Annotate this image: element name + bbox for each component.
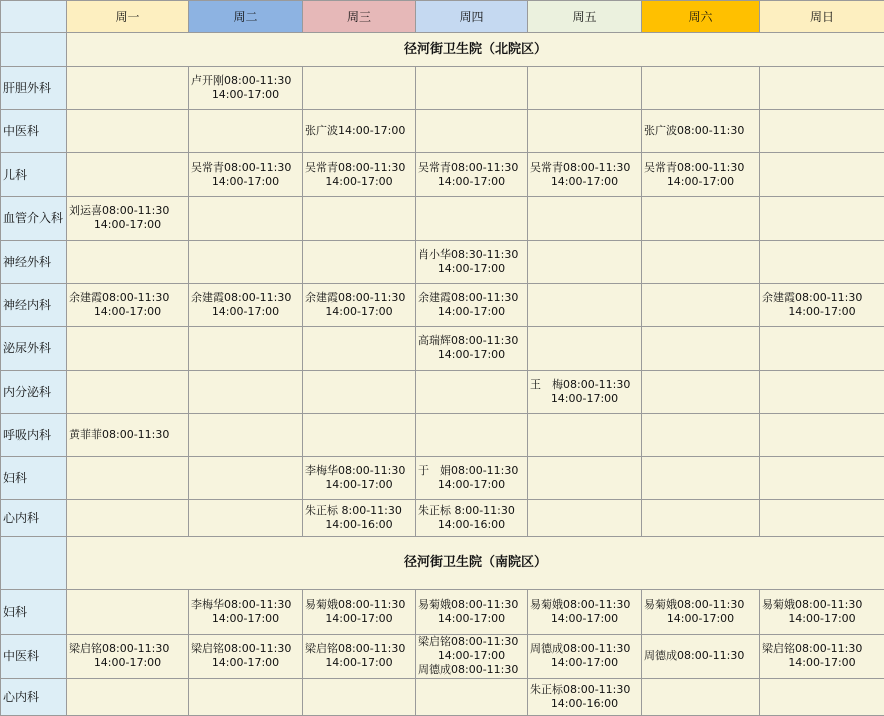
afternoon-hours: 14:00-17:00	[550, 174, 619, 188]
doctor-name: 吴常青	[644, 160, 677, 174]
afternoon-hours: 14:00-17:00	[93, 218, 162, 232]
morning-hours: 08:00-11:30	[677, 160, 745, 174]
morning-hours: 08:00-11:30	[677, 598, 745, 612]
schedule-cell	[642, 590, 760, 635]
schedule-cell	[642, 457, 760, 500]
doctor-name: 高瑞辉	[418, 334, 451, 348]
schedule-cell	[303, 635, 416, 678]
doctor-entry	[191, 74, 300, 102]
department-name: 心内科	[1, 678, 67, 715]
doctor-entry	[418, 161, 525, 189]
doctor-name: 周德成	[644, 649, 677, 663]
doctor-name: 朱正标	[418, 504, 451, 518]
afternoon-hours: 14:00-17:00	[437, 348, 506, 362]
schedule-cell	[189, 240, 303, 283]
schedule-cell	[67, 197, 189, 240]
schedule-cell	[67, 413, 189, 456]
schedule-cell	[416, 500, 528, 536]
schedule-cell	[416, 283, 528, 326]
doctor-name: 吴常青	[305, 160, 338, 174]
schedule-cell	[416, 153, 528, 197]
department-row	[1, 327, 884, 370]
afternoon-hours: 14:00-16:00	[550, 696, 619, 710]
schedule-cell	[642, 283, 760, 326]
doctor-name: 余建霞	[191, 291, 224, 305]
schedule-cell	[528, 197, 642, 240]
schedule-cell	[760, 457, 884, 500]
morning-hours: 08:00-11:30	[102, 427, 170, 441]
schedule-cell	[416, 457, 528, 500]
doctor-entry	[305, 161, 413, 189]
doctor-name: 肖小华	[418, 247, 451, 261]
doctor-name: 余建霞	[69, 291, 102, 305]
schedule-cell	[760, 413, 884, 456]
doctor-name: 梁启铭	[191, 642, 224, 656]
morning-hours: 08:00-11:30	[451, 160, 519, 174]
morning-hours: 08:00-11:30	[102, 291, 170, 305]
schedule-cell	[67, 153, 189, 197]
doctor-entry	[69, 204, 186, 232]
schedule-cell	[642, 240, 760, 283]
department-name: 呼吸内科	[1, 413, 67, 456]
schedule-cell	[528, 678, 642, 715]
schedule-cell	[189, 457, 303, 500]
doctor-entry	[762, 642, 882, 670]
schedule-cell	[528, 413, 642, 456]
schedule-cell	[760, 67, 884, 109]
doctor-entry	[418, 504, 525, 532]
doctor-entry	[191, 642, 300, 670]
doctor-entry	[418, 598, 525, 626]
afternoon-hours: 14:00-17:00	[437, 649, 506, 663]
afternoon-hours: 14:00-17:00	[325, 612, 393, 626]
schedule-cell	[189, 635, 303, 678]
afternoon-hours: 14:00-17:00	[325, 174, 393, 188]
morning-hours: 08:00-11:30	[677, 123, 745, 137]
header-day: 周一	[67, 1, 189, 33]
schedule-cell	[760, 197, 884, 240]
header-day: 周二	[189, 1, 303, 33]
schedule-cell	[303, 109, 416, 152]
schedule-cell	[189, 153, 303, 197]
schedule-cell	[303, 240, 416, 283]
section-row	[1, 536, 884, 589]
doctor-name: 朱正标	[305, 504, 338, 518]
doctor-name: 易菊娥	[762, 598, 795, 612]
afternoon-hours: 14:00-16:00	[325, 518, 393, 532]
doctor-entry	[418, 635, 525, 663]
morning-hours: 08:00-11:30	[563, 598, 631, 612]
schedule-cell	[189, 197, 303, 240]
schedule-cell	[67, 283, 189, 326]
morning-hours: 08:00-11:30	[795, 642, 863, 656]
department-row	[1, 590, 884, 635]
morning-hours: 08:00-11:30	[795, 598, 863, 612]
schedule-cell	[760, 109, 884, 152]
corner-cell	[1, 1, 67, 33]
schedule-cell	[189, 500, 303, 536]
morning-hours: 08:00-11:30	[563, 642, 631, 656]
schedule-cell	[528, 283, 642, 326]
afternoon-hours: 14:00-17:00	[93, 656, 162, 670]
morning-hours: 08:00-11:30	[338, 598, 406, 612]
doctor-name: 梁启铭	[69, 642, 102, 656]
schedule-cell	[189, 590, 303, 635]
doctor-entry	[418, 291, 525, 319]
doctor-entry	[305, 464, 413, 492]
afternoon-hours: 14:00-17:00	[325, 305, 393, 319]
schedule-cell	[528, 240, 642, 283]
schedule-body	[1, 1, 884, 716]
schedule-cell	[642, 67, 760, 109]
doctor-entry	[644, 649, 757, 663]
doctor-entry	[530, 683, 639, 711]
schedule-cell	[67, 635, 189, 678]
afternoon-hours: 14:00-17:00	[666, 612, 735, 626]
department-row	[1, 678, 884, 715]
schedule-cell	[303, 590, 416, 635]
schedule-cell	[189, 109, 303, 152]
doctor-entry	[191, 291, 300, 319]
doctor-name: 卢开刚	[191, 74, 224, 88]
morning-hours: 08:00-11:30	[563, 682, 631, 696]
morning-hours: 08:00-11:30	[677, 649, 745, 663]
header-row	[1, 1, 884, 33]
doctor-entry	[418, 334, 525, 362]
afternoon-hours: 14:00-17:00	[550, 391, 619, 405]
afternoon-hours: 14:00-17:00	[325, 656, 393, 670]
schedule-cell	[303, 500, 416, 536]
header-day: 周六	[642, 1, 760, 33]
schedule-cell	[760, 370, 884, 413]
department-name: 泌尿外科	[1, 327, 67, 370]
doctor-entry	[530, 378, 639, 406]
department-name: 神经内科	[1, 283, 67, 326]
department-row	[1, 153, 884, 197]
doctor-name: 于 娟	[418, 464, 451, 478]
doctor-name: 刘运喜	[69, 204, 102, 218]
morning-hours: 08:00-11:30	[451, 334, 519, 348]
schedule-cell	[760, 283, 884, 326]
department-row	[1, 197, 884, 240]
schedule-cell	[642, 327, 760, 370]
afternoon-hours: 14:00-17:00	[211, 305, 280, 319]
schedule-cell	[303, 678, 416, 715]
doctor-entry	[644, 161, 757, 189]
schedule-cell	[528, 370, 642, 413]
doctor-entry	[530, 598, 639, 626]
schedule-cell	[642, 678, 760, 715]
doctor-entry	[305, 642, 413, 670]
section-title: 径河街卫生院（北院区）	[67, 33, 884, 67]
morning-hours: 08:00-11:30	[563, 377, 631, 391]
doctor-name: 黄菲菲	[69, 427, 102, 441]
header-day: 周日	[760, 1, 884, 33]
schedule-cell	[528, 500, 642, 536]
schedule-cell	[67, 240, 189, 283]
schedule-cell	[416, 197, 528, 240]
doctor-entry	[644, 124, 757, 138]
afternoon-hours: 14:00-16:00	[437, 518, 506, 532]
morning-hours: 08:00-11:30	[795, 291, 863, 305]
schedule-cell	[528, 635, 642, 678]
schedule-cell	[760, 240, 884, 283]
schedule-cell	[642, 413, 760, 456]
afternoon-hours: 14:00-17:00	[211, 88, 280, 102]
schedule-cell	[303, 153, 416, 197]
morning-hours: 8:00-11:30	[338, 504, 402, 518]
schedule-cell	[642, 197, 760, 240]
department-row	[1, 109, 884, 152]
afternoon-hours: 14:00-17:00	[325, 478, 393, 492]
morning-hours: 08:00-11:30	[451, 663, 519, 677]
afternoon-hours: 14:00-17:00	[93, 305, 162, 319]
schedule-cell	[528, 457, 642, 500]
doctor-name: 李梅华	[191, 598, 224, 612]
doctor-entry	[191, 161, 300, 189]
doctor-name: 周德成	[530, 642, 563, 656]
doctor-entry	[305, 598, 413, 626]
doctor-name: 易菊娥	[305, 598, 338, 612]
doctor-entry	[530, 161, 639, 189]
schedule-cell	[416, 590, 528, 635]
doctor-name: 易菊娥	[644, 598, 677, 612]
morning-hours: 08:30-11:30	[451, 247, 519, 261]
doctor-entry	[418, 663, 525, 677]
morning-hours: 08:00-11:30	[563, 160, 631, 174]
doctor-name: 梁启铭	[305, 642, 338, 656]
schedule-cell	[67, 500, 189, 536]
doctor-name: 余建霞	[762, 291, 795, 305]
department-row	[1, 457, 884, 500]
doctor-name: 易菊娥	[418, 598, 451, 612]
afternoon-hours: 14:00-17:00	[211, 656, 280, 670]
doctor-entry	[762, 291, 882, 319]
doctor-entry	[530, 642, 639, 670]
schedule-cell	[189, 370, 303, 413]
department-name: 心内科	[1, 500, 67, 536]
header-day: 周四	[416, 1, 528, 33]
morning-hours: 08:00-11:30	[224, 642, 292, 656]
schedule-cell	[528, 590, 642, 635]
doctor-entry	[762, 598, 882, 626]
doctor-entry	[418, 248, 525, 276]
schedule-cell	[416, 413, 528, 456]
afternoon-hours: 14:00-17:00	[437, 478, 506, 492]
schedule-cell	[303, 327, 416, 370]
department-name: 肝胆外科	[1, 67, 67, 109]
department-row	[1, 413, 884, 456]
morning-hours: 08:00-11:30	[224, 598, 292, 612]
morning-hours: 08:00-11:30	[451, 598, 519, 612]
schedule-cell	[67, 370, 189, 413]
schedule-cell	[760, 590, 884, 635]
afternoon-hours: 14:00-17:00	[550, 612, 619, 626]
schedule-cell	[760, 678, 884, 715]
schedule-cell	[416, 109, 528, 152]
schedule-cell	[416, 240, 528, 283]
doctor-entry	[305, 291, 413, 319]
afternoon-hours: 14:00-17:00	[437, 305, 506, 319]
department-name: 中医科	[1, 635, 67, 678]
morning-hours: 08:00-11:30	[102, 642, 170, 656]
doctor-entry	[305, 504, 413, 532]
morning-hours: 08:00-11:30	[338, 642, 406, 656]
schedule-cell	[67, 67, 189, 109]
department-row	[1, 67, 884, 109]
schedule-cell	[760, 327, 884, 370]
department-name: 中医科	[1, 109, 67, 152]
morning-hours: 08:00-11:30	[451, 291, 519, 305]
schedule-cell	[760, 635, 884, 678]
department-name: 内分泌科	[1, 370, 67, 413]
schedule-cell	[642, 153, 760, 197]
schedule-cell	[303, 457, 416, 500]
doctor-name: 余建霞	[305, 291, 338, 305]
afternoon-hours: 14:00-17:00	[788, 656, 856, 670]
doctor-name: 张广波	[644, 123, 677, 137]
schedule-cell	[67, 678, 189, 715]
doctor-name: 余建霞	[418, 291, 451, 305]
doctor-entry	[305, 124, 413, 138]
schedule-cell	[303, 197, 416, 240]
doctor-name: 朱正标	[530, 682, 563, 696]
schedule-cell	[189, 67, 303, 109]
schedule-cell	[416, 327, 528, 370]
department-name: 血管介入科	[1, 197, 67, 240]
department-name: 儿科	[1, 153, 67, 197]
schedule-cell	[642, 500, 760, 536]
doctor-name: 周德成	[418, 663, 451, 677]
section-title: 径河街卫生院（南院区）	[67, 536, 884, 589]
morning-hours: 08:00-11:30	[102, 204, 170, 218]
schedule-cell	[416, 678, 528, 715]
afternoon-hours: 14:00-17:00	[437, 612, 506, 626]
doctor-name: 吴常青	[530, 160, 563, 174]
morning-hours: 08:00-11:30	[338, 464, 406, 478]
header-day: 周五	[528, 1, 642, 33]
afternoon-hours: 14:00-17:00	[788, 612, 856, 626]
doctor-name: 张广波	[305, 123, 338, 137]
doctor-entry	[418, 464, 525, 492]
morning-hours: 08:00-11:30	[224, 291, 292, 305]
department-row	[1, 370, 884, 413]
morning-hours: 08:00-11:30	[451, 635, 519, 649]
schedule-cell	[528, 109, 642, 152]
afternoon-hours: 14:00-17:00	[437, 261, 506, 275]
schedule-cell	[189, 413, 303, 456]
morning-hours: 14:00-17:00	[338, 123, 406, 137]
morning-hours: 08:00-11:30	[338, 160, 406, 174]
department-name: 妇科	[1, 590, 67, 635]
department-row	[1, 283, 884, 326]
schedule-cell	[189, 327, 303, 370]
schedule-cell	[303, 370, 416, 413]
afternoon-hours: 14:00-17:00	[550, 656, 619, 670]
schedule-cell	[303, 283, 416, 326]
department-row	[1, 500, 884, 536]
doctor-name: 李梅华	[305, 464, 338, 478]
doctor-name: 梁启铭	[762, 642, 795, 656]
schedule-cell	[528, 67, 642, 109]
doctor-entry	[69, 428, 186, 442]
department-name: 妇科	[1, 457, 67, 500]
afternoon-hours: 14:00-17:00	[211, 174, 280, 188]
doctor-name: 梁启铭	[418, 635, 451, 649]
department-row	[1, 635, 884, 678]
department-name: 神经外科	[1, 240, 67, 283]
schedule-cell	[528, 327, 642, 370]
morning-hours: 08:00-11:30	[451, 464, 519, 478]
doctor-entry	[644, 598, 757, 626]
schedule-cell	[67, 590, 189, 635]
schedule-cell	[416, 635, 528, 678]
department-row	[1, 240, 884, 283]
schedule-cell	[67, 457, 189, 500]
doctor-entry	[191, 598, 300, 626]
doctor-name: 易菊娥	[530, 598, 563, 612]
schedule-cell	[303, 67, 416, 109]
section-blank-cell	[1, 33, 67, 67]
schedule-cell	[67, 327, 189, 370]
morning-hours: 8:00-11:30	[451, 504, 515, 518]
doctor-name: 吴常青	[191, 160, 224, 174]
afternoon-hours: 14:00-17:00	[211, 612, 280, 626]
section-row	[1, 33, 884, 67]
schedule-cell	[528, 153, 642, 197]
schedule-cell	[760, 153, 884, 197]
morning-hours: 08:00-11:30	[224, 74, 292, 88]
doctor-name: 王 梅	[530, 377, 563, 391]
schedule-cell	[760, 500, 884, 536]
doctor-entry	[69, 291, 186, 319]
afternoon-hours: 14:00-17:00	[437, 174, 506, 188]
section-blank-cell	[1, 536, 67, 589]
schedule-cell	[189, 283, 303, 326]
schedule-cell	[642, 370, 760, 413]
schedule-cell	[416, 370, 528, 413]
schedule-cell	[189, 678, 303, 715]
morning-hours: 08:00-11:30	[224, 160, 292, 174]
morning-hours: 08:00-11:30	[338, 291, 406, 305]
schedule-cell	[67, 109, 189, 152]
afternoon-hours: 14:00-17:00	[788, 305, 856, 319]
schedule-cell	[642, 635, 760, 678]
afternoon-hours: 14:00-17:00	[666, 174, 735, 188]
doctor-entry	[69, 642, 186, 670]
schedule-cell	[642, 109, 760, 152]
schedule-cell	[303, 413, 416, 456]
doctor-name: 吴常青	[418, 160, 451, 174]
schedule-cell	[416, 67, 528, 109]
header-day: 周三	[303, 1, 416, 33]
